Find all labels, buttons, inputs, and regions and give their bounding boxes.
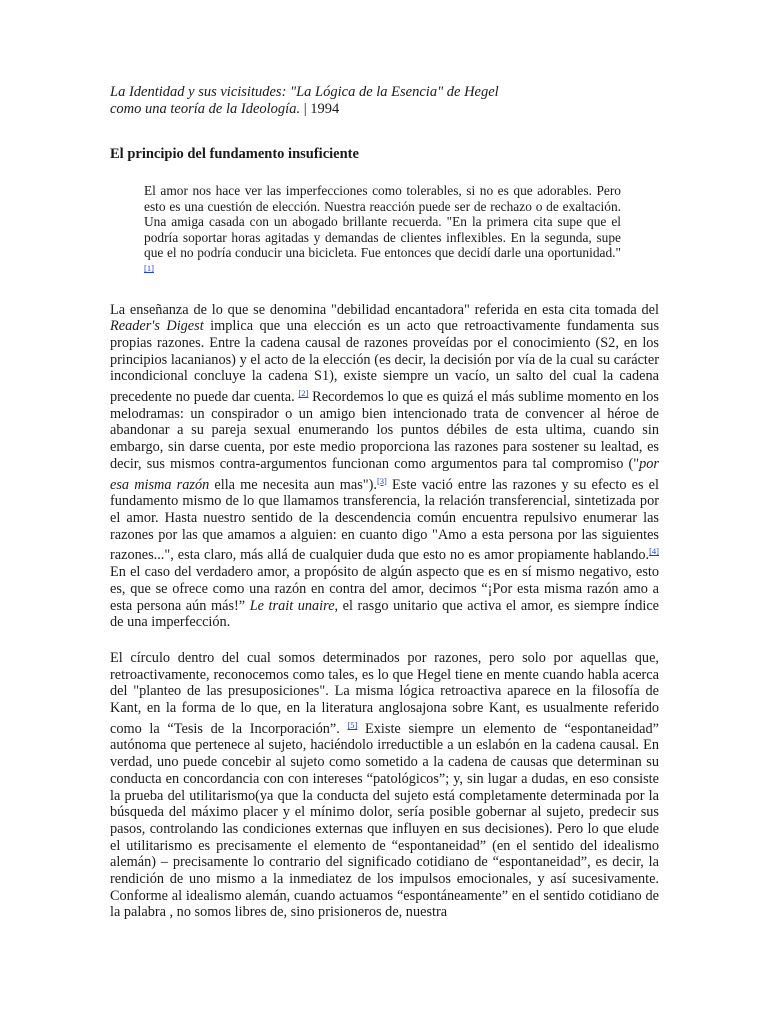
le-trait-unaire: Le trait unaire (249, 597, 335, 614)
document-page (110, 84, 659, 921)
readers-digest-title: Reader's Digest (110, 318, 204, 335)
footnote-link-5[interactable]: [5] (347, 719, 358, 730)
quote-text: El amor nos hace ver las imperfecciones como tolerables, si no es que adorables. Pero esto es una cuestión de elección. Nuestra reacción puede ser de rechazo o de exaltación. Una amiga casada con un abogado brillante recuerda. "En la primera cita supe que el podría soportar horas agitadas y demandas de clientes inflexibles. En la segunda, supe que el no podría conducir una bicicleta. Fue entonces que decidí darle una oportunidad." (144, 183, 621, 261)
para1-italic-reason: por esa misma razón (110, 455, 659, 493)
para1-text-4: ella me necesita aun mas"). (209, 476, 377, 493)
paragraph-2 (110, 650, 659, 921)
epigraph-quote (144, 183, 621, 280)
footnote-link-4[interactable]: [4] (649, 546, 659, 557)
publication-year: | 1994 (300, 101, 340, 117)
footnote-link-3[interactable]: [3] (376, 475, 387, 486)
para1-text-3: Recordemos lo que es quizá el más sublime momento en los melodramas: un conspirador o un amigo bien intencionado trata de convencer al héroe de abandonar a su pareja sexual enumerando los puntos débiles de esta ultima, cuando sin embargo, sin darse cuenta, por este medio proporciona las razones para sostener su lealtad, es decir, sus mismos contra-argumentos funcionan como argumentos para tal compromiso (" (110, 389, 659, 472)
paragraph-1 (110, 302, 659, 631)
section-title: El principio del fundamento insuficiente (110, 146, 359, 162)
footnote-link-1[interactable]: [1] (144, 262, 154, 273)
para1-text-5: Este vació entre las razones y su efecto es el fundamento mismo de lo que llamamos transferencia, la relación transferencial, sintetizada por el amor. Hasta nuestro sentido de la descendencia común encuentra repulsivo enumerar las razones por las que amamos a alguien: en cuanto digo "Amo a esta persona por las siguientes razones...", esta claro, más allá de cualquier duda que esto no es amor propiamente hablando. (110, 476, 659, 564)
para1-text-7: , el rasgo unitario que activa el amor, es siempre índice de una imperfección. (110, 597, 660, 631)
para1-text-1: La enseñanza de lo que se denomina "debilidad encantadora" referida en esta cita tomada del (110, 301, 659, 318)
title-line-1: La Identidad y sus vicisitudes: "La Lógica de la Esencia" de Hegel (110, 84, 499, 100)
document-header (110, 84, 659, 118)
para2-text-2: Existe siempre un elemento de “espontaneidad” autónoma que pertenece al sujeto, haciéndolo irreductible a un eslabón en la cadena causal. En verdad, uno puede concebir al sujeto como sometido a la cadena de causas que determinan su conducta en concordancia con con intereses “patológicos”; y, sin lugar a dudas, en eso consiste la prueba del utilitarismo(ya que la conducta del sujeto está completamente determinada por la búsqueda del máximo placer y el mínimo dolor, sería posible gobernar al sujeto, predecir sus pasos, controlando las condiciones externas que influyen en sus decisiones). Pero lo que elude el utilitarismo es precisamente el elemento de “espontaneidad” (en el sentido del idealismo alemán) – precisamente lo contrario del significado cotidiano de “espontaneidad”, es decir, la rendición de uno mismo a la inmediatez de los impulsos emocionales, y así sucesivamente. Conforme al idealismo alemán, cuando actuamos “espontáneamente” en el sentido cotidiano de la palabra , no somos libres de, sino prisioneros de, nuestra (110, 720, 659, 921)
para1-text-6: En el caso del verdadero amor, a propósito de algún aspecto que es en sí mismo negativo, esto es, que se ofrece como una razón en contra del amor, decimos “¡Por esta misma razón amo a esta persona aún más!” (110, 564, 659, 614)
para2-text-1: El círculo dentro del cual somos determinados por razones, pero solo por aquellas que, retroactivamente, reconocemos como tales, es lo que Hegel tiene en mente cuando habla acerca del "planteo de las presuposiciones". La misma lógica retroactiva aparece en la filosofía de Kant, en la forma de lo que, en la literatura anglosajona sobre Kant, es usualmente referido como la “Tesis de la Incorporación”. (110, 649, 659, 737)
footnote-link-2[interactable]: [2] (298, 388, 309, 399)
para1-text-2: implica que una elección es un acto que retroactivamente fundamenta sus propias razones. Entre la cadena causal de razones proveídas por el conocimiento (S2, en los principios lacanianos) y el acto de la elección (es decir, la decisión por vía de la cual su carácter incondicional concluye la cadena S1), existe siempre un vacío, un salto del cual la cadena precedente no puede dar cuenta. (110, 318, 660, 406)
title-line-2: como una teoría de la Ideología. (110, 101, 301, 117)
